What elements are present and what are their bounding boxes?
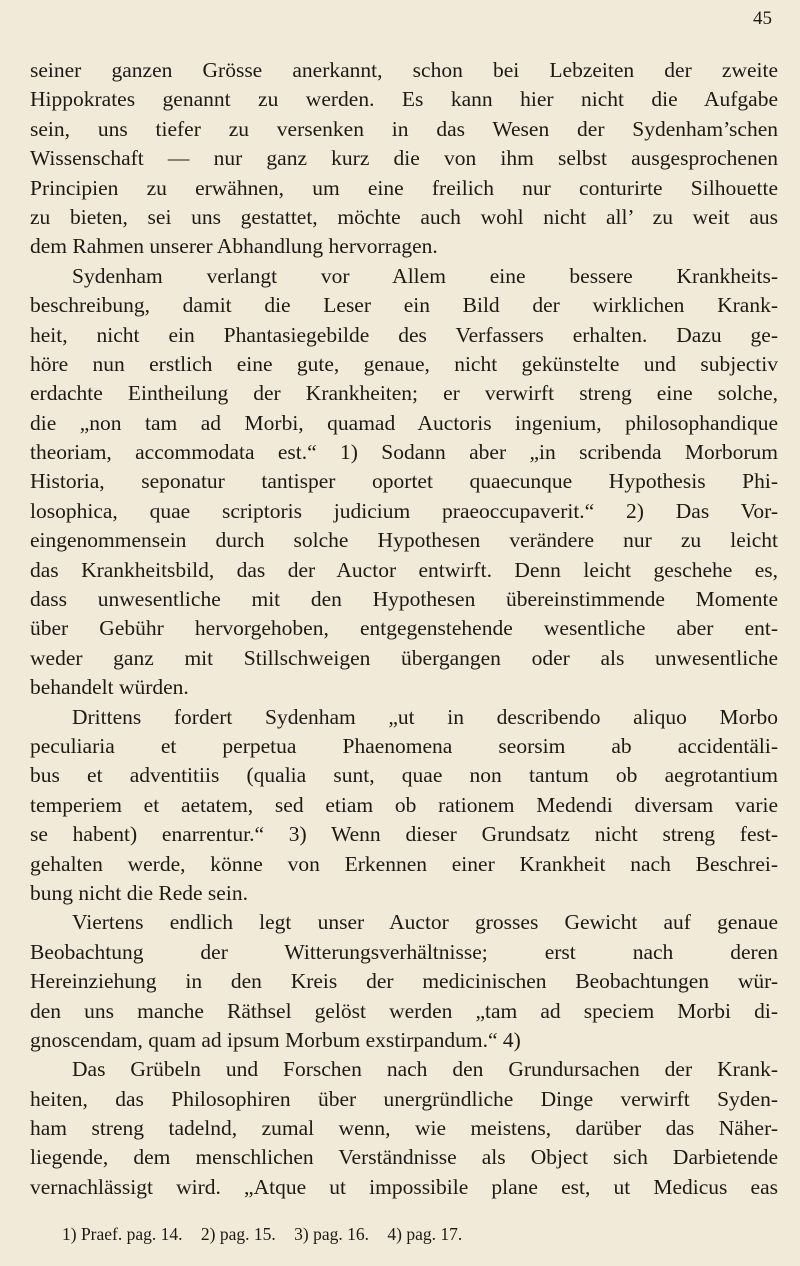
text-line: gnoscendam, quam ad ipsum Morbum exstirpandum.“ 4) [30, 1027, 521, 1052]
text-line: die „non tam ad Morbi, quamad Auctoris ingenium, philosophandique [30, 410, 778, 435]
text-line: Das Grübeln und Forschen nach den Grundursachen der Krank- [72, 1057, 778, 1082]
footnote: 3) pag. 16. [294, 1224, 369, 1244]
text-line: weder ganz mit Stillschweigen übergangen oder als unwesentliche [30, 645, 778, 670]
text-line: bung nicht die Rede sein. [30, 880, 248, 905]
text-line: Beobachtung der Witterungsverhältnisse; erst nach deren [30, 939, 778, 964]
text-line: ham streng tadelnd, zumal wenn, wie meistens, darüber das Näher- [30, 1116, 778, 1141]
text-line: bus et adventitiis (qualia sunt, quae non tantum ob aegrotantium [30, 763, 778, 788]
text-line: Sydenham verlangt vor Allem eine bessere Krankheits- [72, 263, 778, 288]
text-line: erdachte Eintheilung der Krankheiten; er verwirft streng eine solche, [30, 381, 778, 406]
text-line: temperiem et aetatem, sed etiam ob rationem Medendi diversam varie [30, 792, 778, 817]
text-line: über Gebühr hervorgehoben, entgegenstehende wesentliche aber ent- [30, 616, 778, 641]
text-line: dass unwesentliche mit den Hypothesen übereinstimmende Momente [30, 587, 778, 612]
text-line: das Krankheitsbild, das der Auctor entwirft. Denn leicht geschehe es, [30, 557, 778, 582]
text-line: sein, uns tiefer zu versenken in das Wesen der Sydenham’schen [30, 116, 778, 141]
text-line: dem Rahmen unserer Abhandlung hervorragen. [30, 234, 438, 259]
footnote: 2) pag. 15. [200, 1224, 276, 1244]
footnotes [62, 1222, 762, 1246]
text-line: peculiaria et perpetua Phaenomena seorsim ab accidentäli- [30, 733, 778, 758]
text-line: Principien zu erwähnen, um eine freilich nur conturirte Silhouette [30, 175, 778, 200]
text-line: theoriam, accommodata est.“ 1) Sodann aber „in scribenda Morborum [30, 440, 778, 465]
text-line: vernachlässigt wird. „Atque ut impossibile plane est, ut Medicus eas [30, 1174, 778, 1199]
text-line: eingenommensein durch solche Hypothesen verändere nur zu leicht [30, 528, 778, 553]
page-number: 45 [753, 8, 772, 29]
text-line: behandelt würden. [30, 675, 189, 700]
text-line: den uns manche Räthsel gelöst werden „tam ad speciem Morbi di- [30, 998, 778, 1023]
footnote: 4) pag. 17. [387, 1224, 463, 1244]
text-line: höre nun erstlich eine gute, genaue, nicht gekünstelte und subjectiv [30, 351, 778, 376]
text-line: Hippokrates genannt zu werden. Es kann hier nicht die Aufgabe [30, 87, 778, 112]
text-line: Drittens fordert Sydenham „ut in describendo aliquo Morbo [72, 704, 778, 729]
text-line: zu bieten, sei uns gestattet, möchte auch wohl nicht all’ zu weit aus [30, 204, 778, 229]
text-line: se habent) enarrentur.“ 3) Wenn dieser Grundsatz nicht streng fest- [30, 822, 778, 847]
text-line: gehalten werde, könne von Erkennen einer Krankheit nach Beschrei- [30, 851, 778, 876]
text-line: heit, nicht ein Phantasiegebilde des Verfassers erhalten. Dazu ge- [30, 322, 778, 347]
footnote: 1) Praef. pag. 14. [62, 1224, 183, 1244]
text-line: Wissenschaft — nur ganz kurz die von ihm selbst ausgesprochenen [30, 146, 778, 171]
text-line: heiten, das Philosophiren über unergründliche Dinge verwirft Syden- [30, 1086, 778, 1111]
text-line: Historia, seponatur tantisper oportet quaecunque Hypothesis Phi- [30, 469, 778, 494]
text-line: Viertens endlich legt unser Auctor grosses Gewicht auf genaue [72, 910, 778, 935]
text-line: losophica, quae scriptoris judicium praeoccupaverit.“ 2) Das Vor- [30, 498, 778, 523]
text-line: liegende, dem menschlichen Verständnisse als Object sich Darbietende [30, 1145, 778, 1170]
text-line: seiner ganzen Grösse anerkannt, schon bei Lebzeiten der zweite [30, 58, 778, 82]
body-text [30, 56, 778, 1202]
text-line: Hereinziehung in den Kreis der medicinischen Beobachtungen wür- [30, 969, 778, 994]
text-line: beschreibung, damit die Leser ein Bild der wirklichen Krank- [30, 293, 778, 318]
